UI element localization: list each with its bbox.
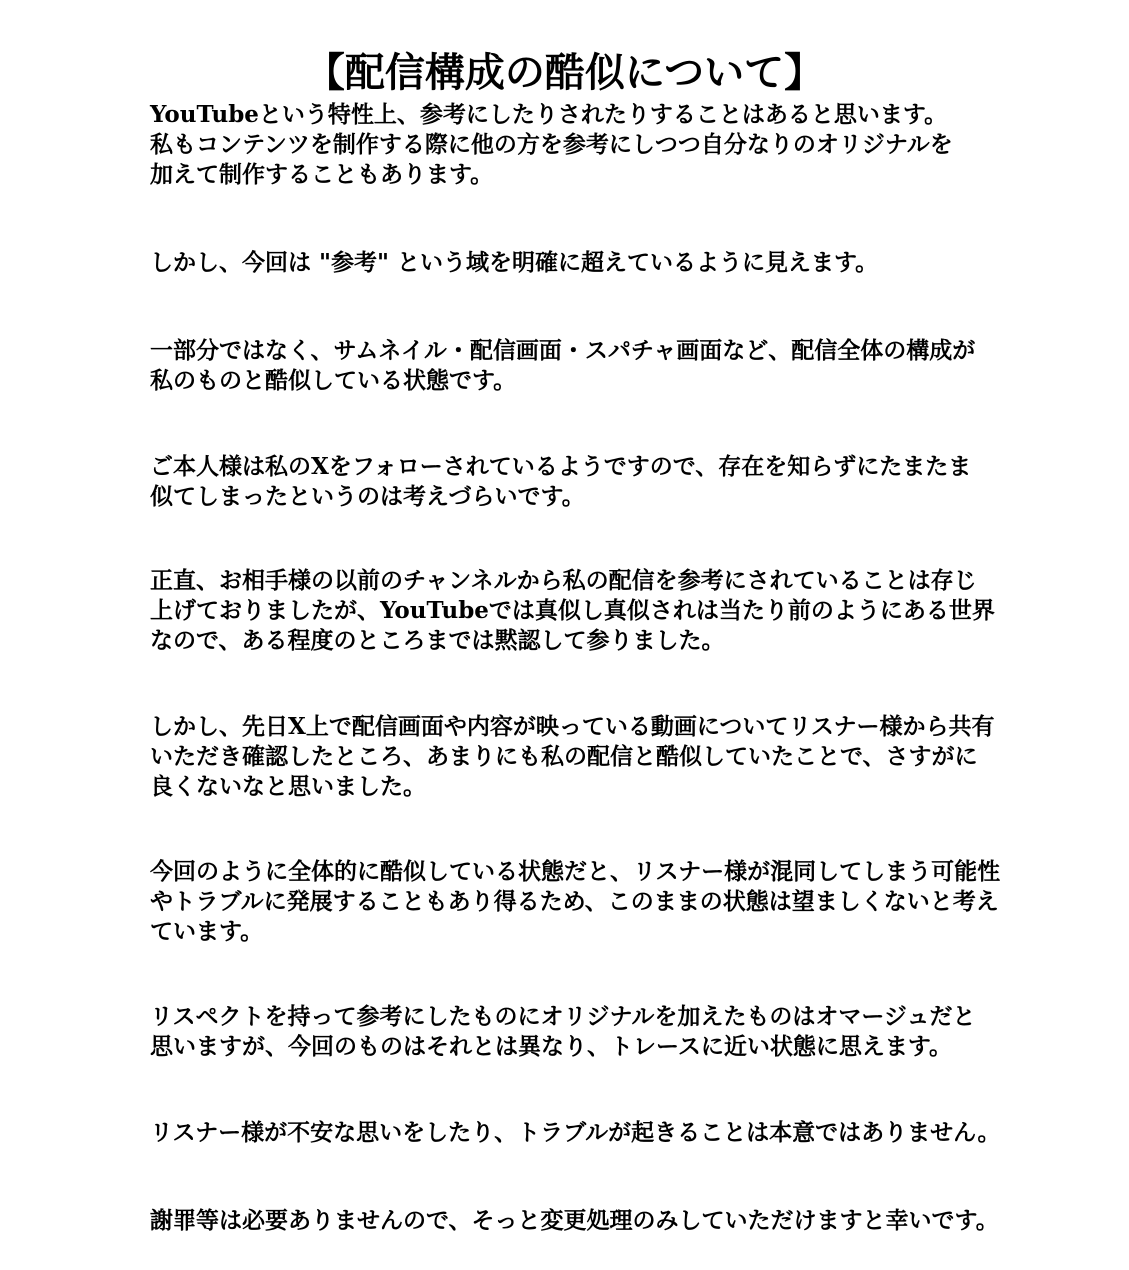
paragraph-line: リスペクトを持って参考にしたものにオリジナルを加えたものはオマージュだと xyxy=(150,1003,976,1030)
paragraph-7 xyxy=(150,857,1050,947)
paragraph-10 xyxy=(150,1206,1050,1236)
paragraph-line: 私のものと酷似している状態です。 xyxy=(150,367,517,394)
paragraph-9 xyxy=(150,1118,1050,1148)
paragraph-line: いただき確認したところ、あまりにも私の配信と酷似していたことで、さすがに xyxy=(150,743,978,770)
paragraph-1 xyxy=(150,100,1050,190)
paragraph-line: 加えて制作することもあります。 xyxy=(150,161,494,188)
paragraph-line: 上げておりましたが、YouTubeでは真似し真似されは当たり前のようにある世界 xyxy=(150,597,995,624)
paragraph-6 xyxy=(150,712,1050,802)
paragraph-line: 良くないなと思いました。 xyxy=(150,773,426,800)
paragraph-8 xyxy=(150,1002,1050,1062)
paragraph-line: 一部分ではなく、サムネイル・配信画面・スパチャ画面など、配信全体の構成が xyxy=(150,337,976,364)
paragraph-5 xyxy=(150,566,1050,656)
paragraph-line: 似てしまったというのは考えづらいです。 xyxy=(150,483,585,510)
paragraph-line: しかし、今回は "参考" という域を明確に超えているように見えます。 xyxy=(150,249,879,276)
paragraph-line: ています。 xyxy=(150,918,264,945)
paragraph-line: ご本人様は私のXをフォローされているようですので、存在を知らずにたまたま xyxy=(150,453,972,480)
paragraph-line: しかし、先日X上で配信画面や内容が映っている動画についてリスナー様から共有 xyxy=(150,713,995,740)
paragraph-line: 今回のように全体的に酷似している状態だと、リスナー様が混同してしまう可能性 xyxy=(150,858,1001,885)
paragraph-3 xyxy=(150,336,1050,396)
paragraph-line: YouTubeという特性上、参考にしたりされたりすることはあると思います。 xyxy=(150,101,948,128)
paragraph-line: 思いますが、今回のものはそれとは異なり、トレースに近い状態に思えます。 xyxy=(150,1033,953,1060)
page-title: 【配信構成の酷似について】 xyxy=(304,48,825,96)
paragraph-line: 謝罪等は必要ありませんので、そっと変更処理のみしていただけますと幸いです。 xyxy=(150,1207,999,1234)
paragraph-line: やトラブルに発展することもあり得るため、このままの状態は望ましくないと考え xyxy=(150,888,999,915)
paragraph-line: 私もコンテンツを制作する際に他の方を参考にしつつ自分なりのオリジナルを xyxy=(150,131,953,158)
paragraph-line: リスナー様が不安な思いをしたり、トラブルが起きることは本意ではありません。 xyxy=(150,1119,1001,1146)
paragraph-2 xyxy=(150,248,1050,278)
paragraph-line: なので、ある程度のところまでは黙認して参りました。 xyxy=(150,627,725,654)
paragraph-4 xyxy=(150,452,1050,512)
paragraph-line: 正直、お相手様の以前のチャンネルから私の配信を参考にされていることは存じ xyxy=(150,567,977,594)
